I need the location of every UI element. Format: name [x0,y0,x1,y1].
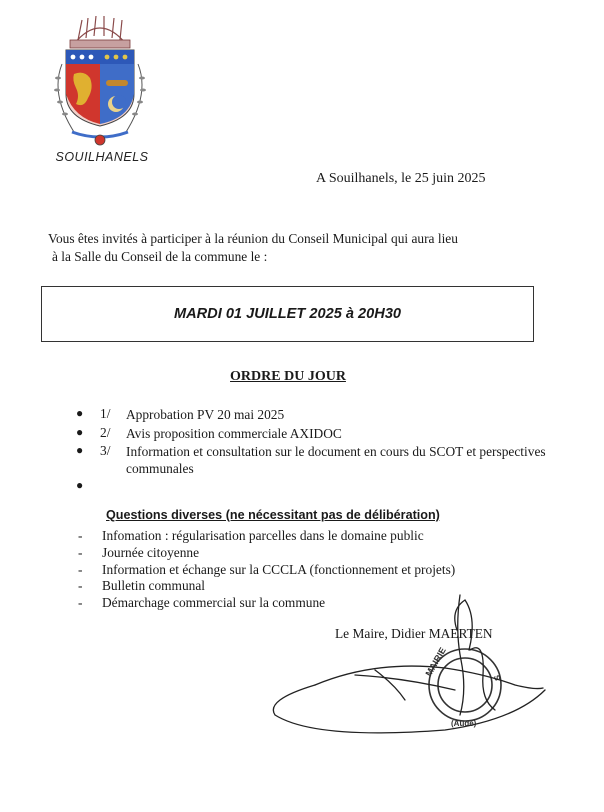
svg-text:(Aude): (Aude) [451,719,477,728]
town-name: SOUILHANELS [55,150,149,164]
dash-icon: - [78,578,83,593]
agenda-item [76,443,556,477]
agenda-item-number: 3/ [100,443,111,458]
question-item-text: Infomation : régularisation parcelles dans le domaine public [102,528,424,543]
agenda-title: ORDRE DU JOUR [230,369,346,384]
agenda-item [76,425,556,442]
meeting-date-box [41,286,534,342]
meeting-date: MARDI 01 JUILLET 2025 à 20H30 [173,306,402,322]
bullet-icon: ● [76,406,84,420]
svg-text:S: S [491,673,503,682]
agenda-item [76,406,556,423]
place-date: A Souilhanels, le 25 juin 2025 [316,171,486,186]
questions-title: Questions diverses (ne nécessitant pas de délibération) [106,508,440,522]
dash-icon: - [78,528,83,543]
svg-text:MAIRIE: MAIRIE [423,645,448,678]
agenda-item-number: 2/ [100,425,111,440]
agenda-item [76,478,556,493]
agenda-item-text: Avis proposition commerciale AXIDOC [126,426,342,441]
dash-icon: - [78,545,83,560]
question-item-text: Journée citoyenne [102,545,200,560]
question-item [78,562,455,578]
signature-name: Le Maire, Didier MAERTEN [335,626,493,641]
invitation-line-2: à la Salle du Conseil de la commune le : [52,249,268,264]
agenda-item-number [100,478,126,493]
bullet-icon: ● [76,478,84,492]
coat-of-arms-icon [44,14,156,149]
question-item [78,578,205,594]
agenda-item-text [126,478,556,493]
agenda-item-number: 1/ [100,406,111,421]
question-item-text: Bulletin communal [102,578,206,593]
question-item [78,528,424,544]
dash-icon: - [78,562,83,577]
invitation-line-1: Vous êtes invités à participer à la réunion du Conseil Municipal qui aura lieu [48,231,458,246]
question-item-text: Information et échange sur la CCCLA (fonctionnement et projets) [102,562,456,577]
agenda-item-text: Information et consultation sur le document en cours du SCOT et perspectives communales [126,444,546,476]
bullet-icon: ● [76,425,84,439]
agenda-item-text: Approbation PV 20 mai 2025 [126,407,285,422]
signature-stamp-icon [255,590,555,750]
question-item [78,545,199,561]
bullet-icon: ● [76,443,84,457]
question-item-text: Démarchage commercial sur la commune [102,595,326,610]
dash-icon: - [78,595,83,610]
